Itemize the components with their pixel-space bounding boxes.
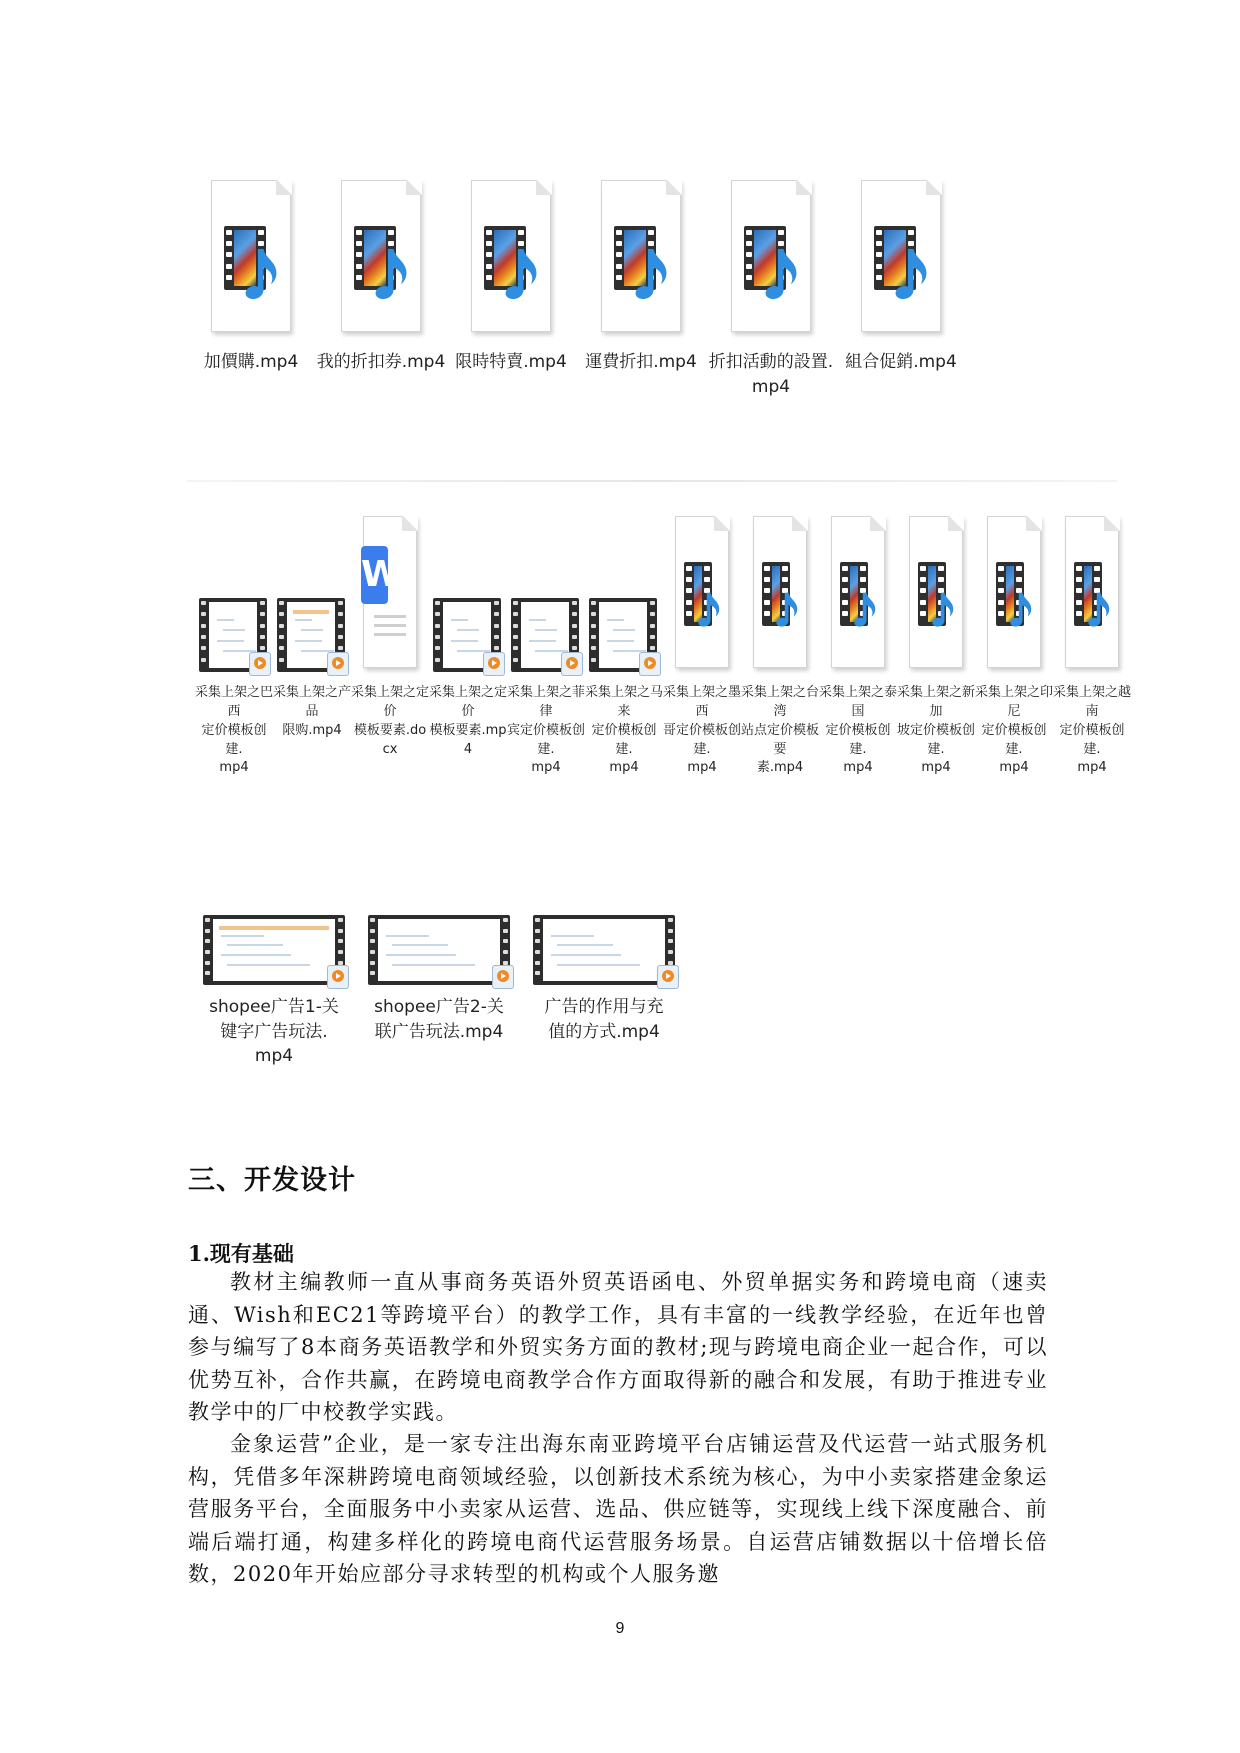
film-hole <box>535 918 540 922</box>
screenshot-line <box>386 954 456 956</box>
file-name-line: 广告的作用与充 <box>544 997 664 1017</box>
screenshot-line <box>227 944 283 946</box>
file-name-line: 采集上架之产品 <box>273 685 352 719</box>
film-hole <box>205 929 210 933</box>
file-item[interactable] <box>530 915 678 1075</box>
screenshot-line <box>551 935 594 937</box>
file-name-line: mp4 <box>687 760 717 776</box>
file-name-line: 素.mp4 <box>756 760 804 776</box>
file-name-line: 我的折扣券.mp4 <box>316 352 446 372</box>
file-name-line: mp4 <box>531 760 561 776</box>
file-name-line: 采集上架之菲律 <box>507 685 586 719</box>
film-hole <box>503 929 508 933</box>
paragraph-2: 金象运营”企业，是一家专注出海东南亚跨境平台店铺运营及代运营一站式服务机构，凭借多年深耕跨境电商领域经验，以创新技术系统为核心，为中小卖家搭建金象运营服务平台，全面服务中小卖家从运营、选品、供应链等，实现线上线下深度融合、前端后端打通，构建多样化的跨境电商代运营服务场景。自运营店铺数据以十倍增长倍数，2020年开始应部分寻求转型的机构或个人服务邀 <box>188 1432 1048 1586</box>
file-name-line: 定价模板创建. <box>201 722 267 757</box>
play-icon <box>492 965 514 989</box>
screenshot-line <box>551 954 621 956</box>
file-name-line: 站点定价模板要 <box>741 722 820 757</box>
film-hole <box>205 971 210 975</box>
file-name-line: 定价模板创建. <box>981 722 1047 757</box>
file-name-line: 模板要素.mp4 <box>429 722 507 757</box>
film-hole <box>370 971 375 975</box>
file-name-line: 哥定价模板创建. <box>663 722 742 757</box>
film-hole <box>370 929 375 933</box>
file-name-line: 采集上架之新加 <box>897 685 976 719</box>
file-name-line: 模板要素.docx <box>353 722 427 757</box>
file-name-line: mp4 <box>254 1046 294 1067</box>
play-icon <box>657 965 679 989</box>
file-name-line: 折扣活動的設置. <box>708 352 834 372</box>
word-w-badge: W <box>361 546 388 604</box>
file-name-line: 定价模板创建. <box>825 722 891 757</box>
file-name-line: 坡定价模板创建. <box>897 722 976 757</box>
file-name-line: 联广告玩法.mp4 <box>374 1021 504 1042</box>
file-name-line: 采集上架之印尼 <box>975 685 1054 719</box>
file-name-label <box>365 995 513 1044</box>
film-hole <box>535 961 540 965</box>
screenshot-line <box>386 935 429 937</box>
file-item[interactable] <box>200 915 348 1075</box>
film-hole <box>205 918 210 922</box>
file-name-label <box>530 995 678 1044</box>
screenshot-highlight <box>219 926 329 930</box>
paragraph-1: 教材主编教师一直从事商务英语外贸英语函电、外贸单据实务和跨境电商（速卖通、Wish和EC21等跨境平台）的教学工作，具有丰富的一线教学经验，在近年也曾参与编写了8本商务英语教学和外贸实务方面的教材;现与跨境电商企业一起合作，可以优势互补，合作共赢，在跨境电商教学合作方面取得新的融合和发展，有助于推进专业教学中的厂中校教学实践。 <box>188 1270 1048 1424</box>
section-heading: 三、开发设计 <box>188 1165 356 1196</box>
file-name-line: 定价模板创建. <box>591 722 657 757</box>
file-name-line: 键字广告玩法. <box>220 1021 328 1042</box>
screenshot-line <box>557 944 613 946</box>
video-thumbnail-icon <box>368 915 510 985</box>
file-name-line: 采集上架之定价 <box>429 685 508 719</box>
file-name-line: mp4 <box>609 760 639 776</box>
file-name-line: mp4 <box>219 760 249 776</box>
file-name-line: 限购.mp4 <box>282 722 342 738</box>
file-name-line: 組合促銷.mp4 <box>845 352 957 372</box>
file-name-line: mp4 <box>751 376 791 397</box>
film-hole <box>668 950 673 954</box>
film-hole <box>503 918 508 922</box>
film-hole <box>535 950 540 954</box>
file-name-line: 宾定价模板创建. <box>507 722 586 757</box>
film-hole <box>503 950 508 954</box>
file-name-line: 采集上架之马来 <box>585 685 664 719</box>
film-hole <box>370 918 375 922</box>
file-name-line: 采集上架之墨西 <box>663 685 742 719</box>
play-icon <box>327 965 349 989</box>
film-hole <box>338 929 343 933</box>
video-frame-screenshot <box>543 919 665 981</box>
file-name-line: 運費折扣.mp4 <box>585 352 697 372</box>
video-frame-screenshot <box>378 919 500 981</box>
page-number: 9 <box>615 1620 625 1637</box>
file-name-line: 采集上架之泰国 <box>819 685 898 719</box>
film-hole <box>535 939 540 943</box>
file-name-line: shopee广告1-关 <box>209 997 339 1017</box>
file-name-line: 定价模板创建. <box>1059 722 1125 757</box>
screenshot-line <box>221 935 264 937</box>
video-thumbnail-icon <box>203 915 345 985</box>
file-name-label <box>200 995 348 1069</box>
film-hole <box>535 929 540 933</box>
screenshot-line <box>557 964 640 966</box>
video-thumbnail-icon <box>533 915 675 985</box>
file-name-line: mp4 <box>1077 760 1107 776</box>
file-name-line: 采集上架之巴西 <box>195 685 274 719</box>
film-hole <box>338 918 343 922</box>
video-frame-screenshot <box>213 919 335 981</box>
screenshot-line <box>221 954 291 956</box>
film-hole <box>370 961 375 965</box>
sub-heading: 1.现有基础 <box>188 1241 294 1266</box>
film-hole <box>338 939 343 943</box>
file-name-line: 限時特賣.mp4 <box>455 352 567 372</box>
file-name-line: mp4 <box>999 760 1029 776</box>
file-item[interactable] <box>365 915 513 1075</box>
file-name-line: mp4 <box>843 760 873 776</box>
screenshot-line <box>392 964 475 966</box>
film-hole <box>205 961 210 965</box>
film-hole <box>205 939 210 943</box>
file-name-line: 值的方式.mp4 <box>548 1021 660 1042</box>
film-hole <box>668 929 673 933</box>
film-hole <box>370 950 375 954</box>
film-hole <box>503 939 508 943</box>
screenshot-line <box>227 964 310 966</box>
screenshot-line <box>392 944 448 946</box>
file-name-line: 加價購.mp4 <box>203 352 299 372</box>
film-hole <box>535 971 540 975</box>
file-name-line: mp4 <box>921 760 951 776</box>
file-name-line: 采集上架之定价 <box>351 685 430 719</box>
file-name-line: 采集上架之台湾 <box>741 685 820 719</box>
film-hole <box>668 918 673 922</box>
film-hole <box>668 939 673 943</box>
film-hole <box>370 939 375 943</box>
film-hole <box>205 950 210 954</box>
film-hole <box>338 950 343 954</box>
file-name-line: shopee广告2-关 <box>374 997 504 1017</box>
file-name-line: 采集上架之越南 <box>1053 685 1132 719</box>
